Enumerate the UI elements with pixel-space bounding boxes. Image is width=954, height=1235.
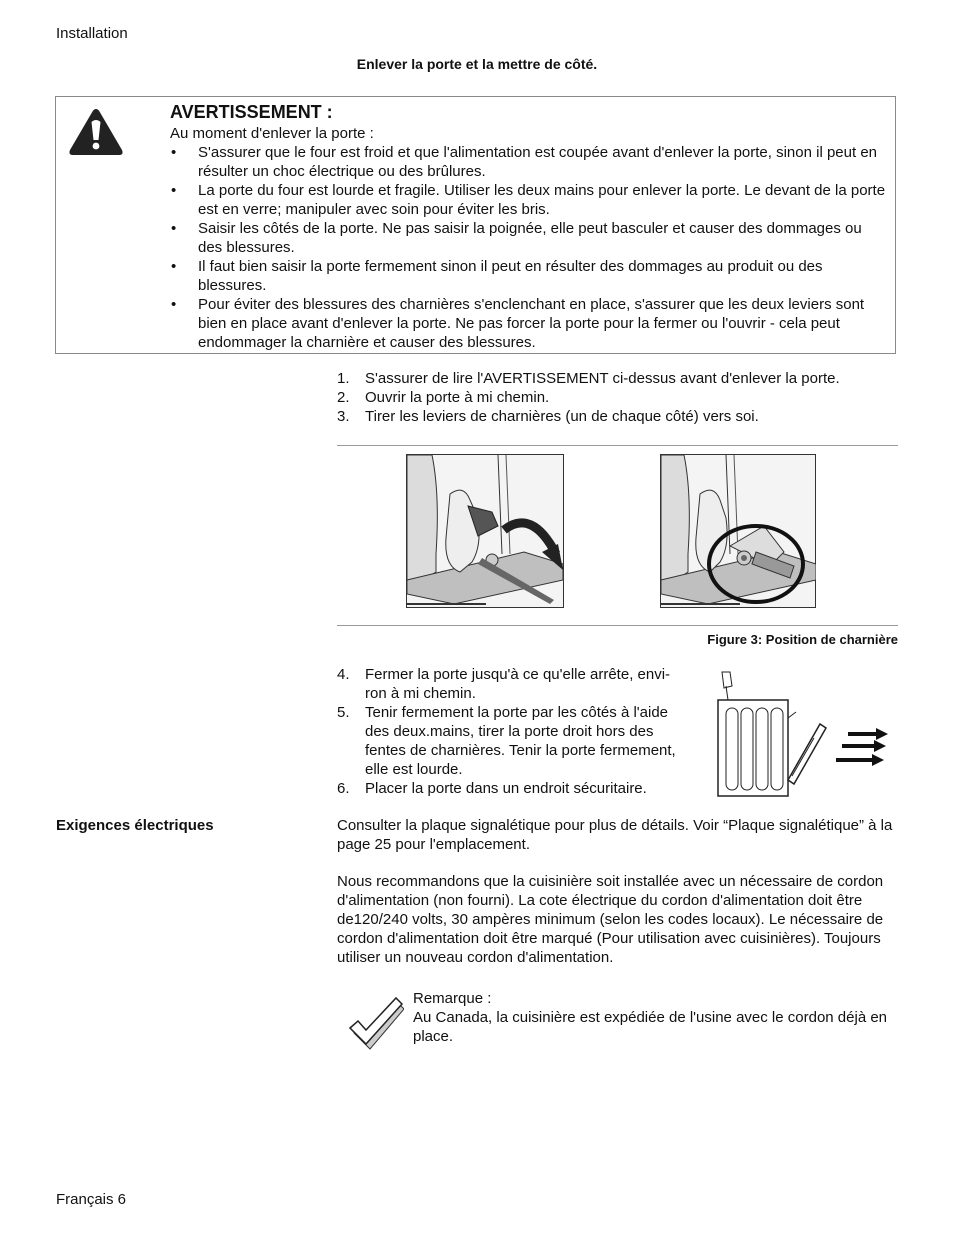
warning-title: AVERTISSEMENT : [170,102,333,122]
door-removal-figure [712,668,892,798]
hinge-figure-left [406,454,564,608]
step-text: Placer la porte dans un endroit sécuritaire. [365,780,647,797]
steps-list-a [337,369,898,426]
hinge-figure-right [660,454,816,608]
step-text: Fermer la porte jusqu'à ce qu'elle arrête, envi- ron à mi chemin. [365,666,671,702]
step-title: Enlever la porte et la mettre de côté. [356,56,598,72]
warning-item: • S'assurer que le four est froid et que l'alimentation est coupée avant d'enlever la porte, sinon il peut en résulter un choc électrique ou des brûlures. [170,143,888,181]
electrical-requirements-label: Exigences électriques [56,817,214,834]
page-footer: Français 6 [56,1191,127,1208]
warning-item: • Saisir les côtés de la porte. Ne pas saisir la poignée, elle peut basculer et causer des dommages ou des blessures. [170,219,888,257]
section-header: Installation [56,25,128,42]
warning-triangle-icon [67,106,125,158]
step-text: S'assurer de lire l'AVERTISSEMENT ci-dessus avant d'enlever la porte. [365,370,840,387]
warning-intro: Au moment d'enlever la porte : [170,125,374,142]
figure-bottom-rule [337,625,898,626]
checkmark-note-icon [346,996,404,1050]
step-item [337,407,898,426]
warning-box [55,96,896,354]
step-item [337,369,898,388]
step-number: 4. [337,666,350,683]
note-text: Au Canada, la cuisinière est expédiée de l'usine avec le cordon déjà en place. [413,1009,888,1045]
electrical-paragraph-1: Consulter la plaque signalétique pour plus de détails. Voir “Plaque signalétique” à la page 25 pour l'emplacement. [337,817,893,853]
electrical-paragraph-2: Nous recommandons que la cuisinière soit installée avec un nécessaire de cordon d'alimentation (non fourni). La cote électrique du cordon d'alimentation doit être de120/240 volts, 30 ampères minimum (selon les codes locaux). Le nécessaire de cordon d'alimentation doit être marqué (Pour utilisation avec cuisinières). Toujours utiliser un nouveau cordon d'alimentation. [337,873,884,966]
warning-item: • La porte du four est lourde et fragile. Utiliser les deux mains pour enlever la porte. Le devant de la porte est en verre; manipuler avec soin pour éviter les bris. [170,181,888,219]
step-text: Ouvrir la porte à mi chemin. [365,389,550,406]
step-item [337,665,687,703]
warning-item: • Pour éviter des blessures des charnières s'enclenchant en place, s'assurer que les deux leviers sont bien en place avant d'enlever la porte. Ne pas forcer la porte pour la fermer ou l'ouvrir - cela peut endommager la charnière et causer des blessures. [170,295,888,352]
figure-caption: Figure 3: Position de charnière [707,632,898,647]
step-number: 5. [337,704,350,721]
warning-item: • Il faut bien saisir la porte fermement sinon il peut en résulter des dommages au produit ou des blessures. [170,257,888,295]
step-item [337,388,898,407]
step-number: 1. [337,370,350,387]
step-number: 2. [337,389,350,406]
step-item [337,703,687,779]
figure-top-rule [337,445,898,446]
step-text: Tirer les leviers de charnières (un de chaque côté) vers soi. [365,408,759,425]
step-number: 6. [337,780,350,797]
note [413,989,898,1046]
step-item [337,779,687,798]
warning-list [170,143,888,352]
steps-list-b [337,665,687,798]
step-number: 3. [337,408,350,425]
note-label: Remarque : [413,990,492,1007]
step-text: Tenir fermement la porte par les côtés à l'aide des deux.mains, tirer la porte droit hors des fentes de charnières. Tenir la porte fermement, elle est lourde. [365,704,676,778]
